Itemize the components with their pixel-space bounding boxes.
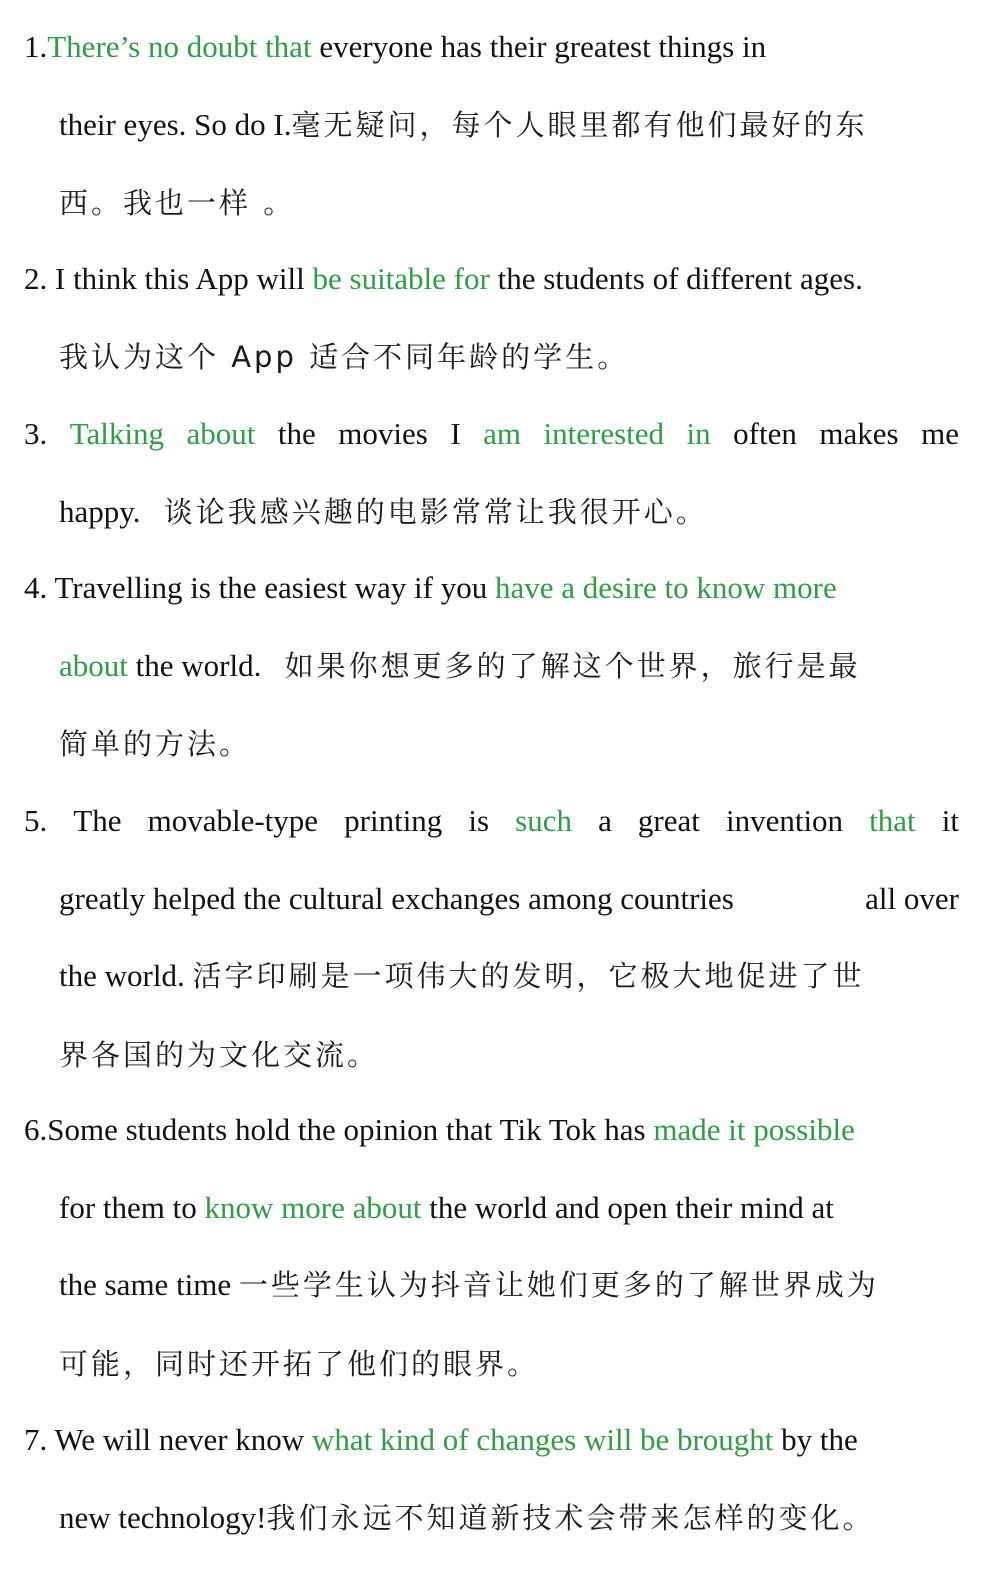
- sentence-7-line-1: [24, 1401, 959, 1479]
- word: The: [73, 803, 122, 838]
- sentence-text: the world.: [59, 958, 185, 993]
- sentence-6-line-1: [24, 1091, 959, 1169]
- sentence-text: happy.: [59, 493, 141, 529]
- word: a: [598, 803, 612, 838]
- word: the: [277, 416, 316, 451]
- sentence-text: the world.: [127, 647, 262, 683]
- chinese-translation: 一些学生认为抖音让她们更多的了解世界成为: [238, 1268, 879, 1302]
- highlight-phrase: There’s no doubt that: [47, 29, 312, 64]
- sentence-5-line-4: [24, 1016, 959, 1095]
- item-number: 1.: [24, 29, 48, 64]
- highlight-phrase: be suitable for: [312, 261, 490, 296]
- sentence-text: the world and open their mind at: [421, 1189, 834, 1225]
- sentence-4-line-2: [24, 627, 959, 706]
- highlight-phrase: made it possible: [653, 1112, 855, 1147]
- item-number: 3.: [24, 416, 48, 451]
- sentence-1-line-2: [24, 86, 959, 165]
- sentence-text: Travelling is the easiest way if you: [47, 570, 495, 605]
- word: invention: [725, 803, 844, 838]
- sentence-6-line-2: [24, 1169, 959, 1247]
- sentence-item-5: [24, 782, 959, 1094]
- highlight-word: in: [686, 416, 711, 451]
- highlight-word: such: [515, 803, 572, 838]
- sentence-3-line-1: [24, 395, 959, 473]
- word: often: [733, 416, 797, 451]
- sentence-text: Some students hold the opinion that Tik Tok has: [47, 1112, 654, 1147]
- item-number: 7.: [24, 1422, 48, 1457]
- sentence-text: their eyes. So do I.: [59, 106, 292, 142]
- sentence-text: all over: [865, 880, 959, 916]
- sentence-5-line-2: [24, 860, 959, 938]
- sentence-7-line-2: [24, 1479, 959, 1558]
- sentence-item-2: [24, 240, 959, 396]
- sentence-3-line-2: [24, 473, 959, 552]
- item-number: 2.: [24, 261, 48, 296]
- sentence-item-3: [24, 395, 959, 551]
- item-number: 6.: [24, 1112, 48, 1147]
- item-number: 5.: [24, 803, 48, 838]
- highlight-word: that: [869, 803, 916, 838]
- sentence-item-6: [24, 1091, 959, 1403]
- highlight-phrase: what kind of changes will be brought: [311, 1422, 774, 1457]
- word: I: [450, 416, 461, 451]
- sentence-6-line-4: [24, 1325, 959, 1404]
- chinese-translation: 我认为这个 App 适合不同年龄的学生。: [59, 339, 630, 374]
- chinese-translation: 我们永远不知道新技术会带来怎样的变化。: [266, 1500, 875, 1535]
- sentence-text: I think this App will: [47, 261, 313, 296]
- chinese-translation: 界各国的为文化交流。: [59, 1037, 380, 1072]
- word: movable-type: [147, 803, 319, 838]
- sentence-5-line-3: [24, 937, 959, 1016]
- sentence-text: by the: [773, 1422, 858, 1457]
- highlight-word: Talking: [69, 416, 165, 451]
- sentence-6-line-3: [24, 1246, 959, 1325]
- sentence-5-line-1: [24, 782, 959, 860]
- word: great: [637, 803, 700, 838]
- chinese-translation: 简单的方法。: [59, 727, 252, 761]
- chinese-translation: 活字印刷是一项伟大的发明，它极大地促进了世: [192, 959, 865, 993]
- sentence-2-line-1: [24, 240, 959, 318]
- sentence-4-line-3: [24, 705, 959, 784]
- sentence-text: We will never know: [47, 1422, 312, 1457]
- word: me: [921, 416, 959, 451]
- highlight-word: about: [186, 416, 256, 451]
- sentence-1-line-3: [24, 164, 959, 243]
- highlight-phrase: have a desire to know more: [494, 570, 837, 605]
- chinese-translation: 毫无疑问，每个人眼里都有他们最好的东: [291, 107, 868, 142]
- sentence-text: new technology!: [59, 1499, 267, 1535]
- word: is: [468, 803, 490, 838]
- highlight-word: am: [483, 416, 522, 451]
- sentence-text: the students of different ages.: [489, 261, 863, 296]
- word: makes: [819, 416, 899, 451]
- sentence-item-4: [24, 549, 959, 784]
- sentence-item-1: [24, 8, 959, 243]
- highlight-phrase: about: [59, 647, 128, 683]
- chinese-translation: 如果你想更多的了解这个世界，旅行是最: [284, 648, 861, 683]
- sentence-4-line-1: [24, 549, 959, 627]
- sentence-text: greatly helped the cultural exchanges among countries: [59, 880, 734, 916]
- sentence-text: everyone has their greatest things in: [311, 29, 767, 64]
- sentence-item-7: [24, 1401, 959, 1557]
- chinese-translation: 可能，同时还开拓了他们的眼界。: [59, 1346, 540, 1381]
- highlight-phrase: know more about: [204, 1189, 422, 1225]
- sentence-1-line-1: [24, 8, 959, 86]
- sentence-2-line-2: [24, 318, 959, 397]
- word: movies: [338, 416, 428, 451]
- word: printing: [344, 803, 443, 838]
- word: it: [941, 803, 959, 838]
- sentence-text: the same time: [59, 1267, 232, 1302]
- chinese-translation: 谈论我感兴趣的电影常常让我很开心。: [163, 494, 708, 529]
- sentence-text: for them to: [59, 1189, 205, 1225]
- item-number: 4.: [24, 570, 48, 605]
- chinese-translation: 西。我也一样 。: [59, 186, 296, 220]
- highlight-word: interested: [543, 416, 665, 451]
